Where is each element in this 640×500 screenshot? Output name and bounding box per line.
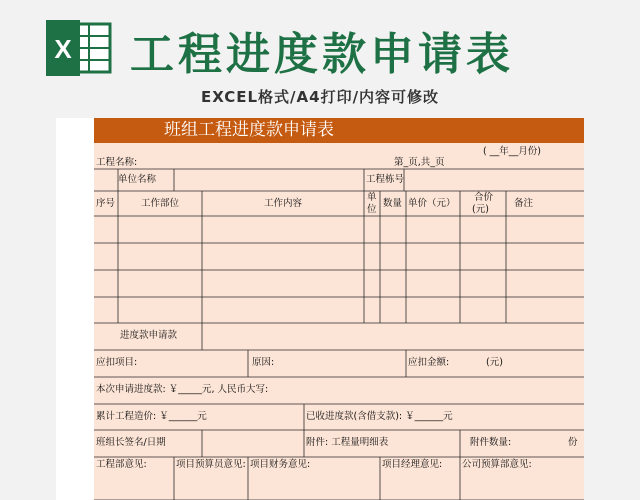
reason-label: 原因: xyxy=(252,357,275,368)
cumulative-cost: 累计工程造价: ￥______元 xyxy=(96,411,207,422)
logo-letter: X xyxy=(54,34,72,64)
deduct-item-label: 应扣项目: xyxy=(96,357,138,368)
current-request: 本次申请进度款: ￥_____元, 人民币大写: xyxy=(96,384,269,395)
attachment-count-label: 附件数量: xyxy=(470,437,512,448)
header-unit-2: 位 xyxy=(367,204,377,215)
project-name-label: 工程名称: xyxy=(96,157,138,168)
header-total-2: (元) xyxy=(472,204,489,215)
main-title: 工程进度款申请表 xyxy=(130,29,514,80)
form-paper xyxy=(94,143,584,500)
sig-company-budget: 公司预算部意见: xyxy=(462,459,532,470)
header-seq: 序号 xyxy=(96,198,116,209)
header-work-part: 工作部位 xyxy=(141,198,180,209)
sig-engineering: 工程部意见: xyxy=(96,459,147,470)
header-remark: 备注 xyxy=(514,198,534,209)
attachment-label: 附件: 工程量明细表 xyxy=(306,437,389,448)
excel-logo-icon xyxy=(46,20,112,76)
request-label: 进度款申请款 xyxy=(120,330,178,341)
sig-budget: 项目预算员意见: xyxy=(176,459,246,470)
building-no-label: 工程栋号 xyxy=(366,174,405,185)
form-title: 班组工程进度款申请表 xyxy=(94,118,584,143)
header-work-content: 工作内容 xyxy=(264,198,303,209)
unit-name-label: 单位名称 xyxy=(118,174,157,185)
deduct-amount-label: 应扣金额: xyxy=(408,357,450,368)
team-leader-label: 班组长签名/日期 xyxy=(96,437,166,448)
sheet-preview xyxy=(56,118,584,500)
header-unit-price: 单价（元） xyxy=(408,198,456,209)
period-label: ( __年__月份) xyxy=(483,146,541,157)
header-quantity: 数量 xyxy=(383,198,403,209)
sig-manager: 项目经理意见: xyxy=(382,459,443,470)
banner xyxy=(0,0,640,118)
received-progress: 已收进度款(含借支款): ￥______元 xyxy=(306,411,453,422)
header-unit-1: 单 xyxy=(367,192,377,203)
deduct-yuan: (元) xyxy=(486,357,503,368)
sig-finance: 项目财务意见: xyxy=(250,459,311,470)
copies-label: 份 xyxy=(568,437,578,448)
subtitle: EXCEL格式/A4打印/内容可修改 xyxy=(200,88,440,106)
header-total-1: 合价 xyxy=(474,192,494,203)
page-info: 第_页,共_页 xyxy=(394,157,445,168)
